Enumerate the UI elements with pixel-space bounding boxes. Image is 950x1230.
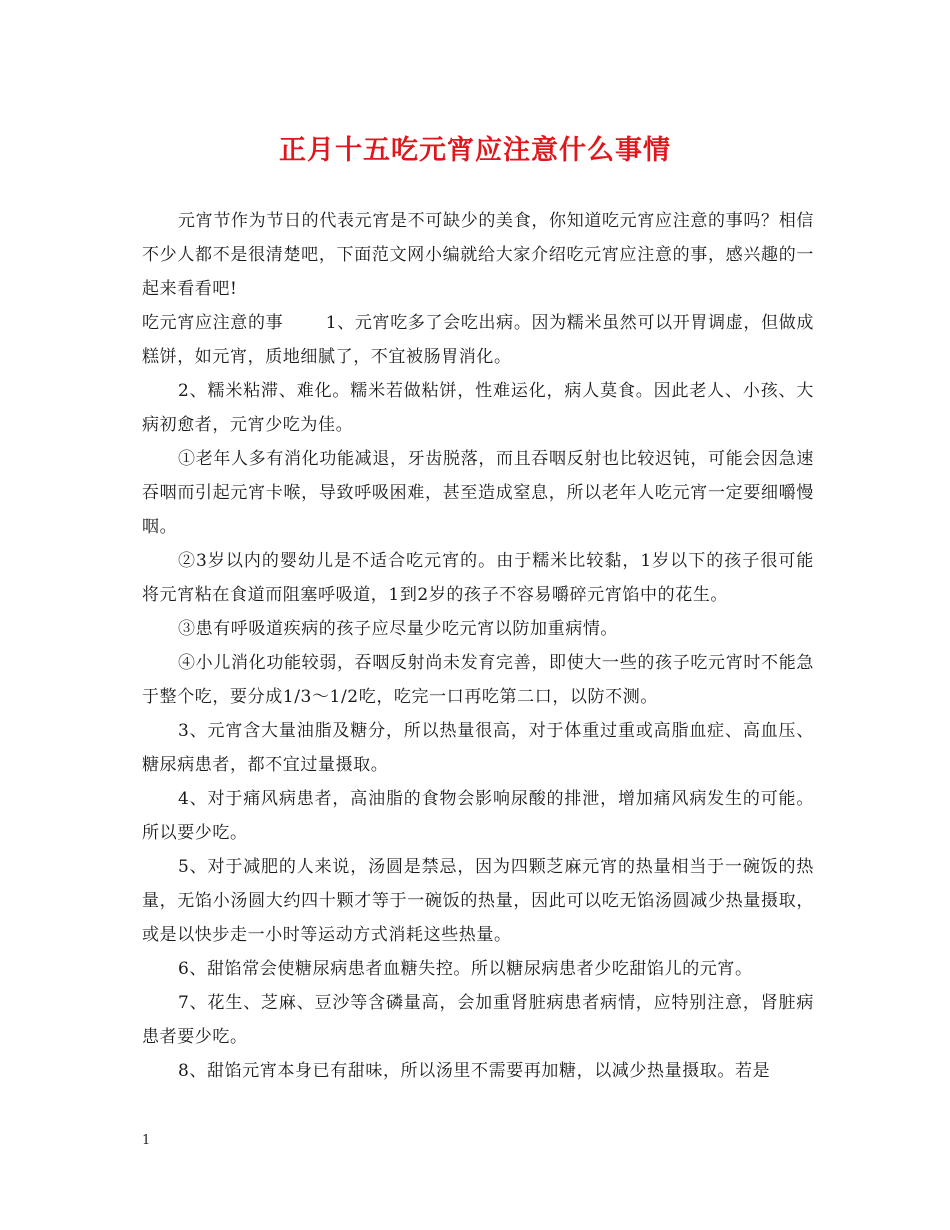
document-body [142,204,814,1088]
paragraph-8: 8、甜馅元宵本身已有甜味，所以汤里不需要再加糖，以减少热量摄取。若是 [178,1061,771,1081]
paragraph-2b: ②3岁以内的婴幼儿是不适合吃元宵的。由于糯米比较黏，1岁以下的孩子很可能将元宵粘在食道而阻塞呼吸道，1到2岁的孩子不容易嚼碎元宵馅中的花生。 [142,551,814,605]
paragraph-2d: ④小儿消化功能较弱，吞咽反射尚未发育完善，即使大一些的孩子吃元宵时不能急于整个吃，要分成1/3～1/2吃，吃完一口再吃第二口，以防不测。 [142,653,814,707]
paragraph-1 [142,306,814,374]
document-title: 正月十五吃元宵应注意什么事情 [279,135,671,166]
paragraph-intro: 元宵节作为节日的代表元宵是不可缺少的美食，你知道吃元宵应注意的事吗？相信不少人都不是很清楚吧，下面范文网小编就给大家介绍吃元宵应注意的事，感兴趣的一起来看看吧! [142,211,814,299]
paragraph-2: 2、糯米粘滞、难化。糯米若做粘饼，性难运化，病人莫食。因此老人、小孩、大病初愈者，元宵少吃为佳。 [142,381,814,435]
section-heading: 吃元宵应注意的事 [142,313,284,333]
paragraph-1-text: 1、元宵吃多了会吃出病。因为糯米虽然可以开胃调虚，但做成糕饼，如元宵，质地细腻了，不宜被肠胃消化。 [142,313,814,367]
paragraph-5: 5、对于减肥的人来说，汤圆是禁忌，因为四颗芝麻元宵的热量相当于一碗饭的热量，无馅小汤圆大约四十颗才等于一碗饭的热量，因此可以吃无馅汤圆减少热量摄取，或是以快步走一小时等运动方式消耗这些热量。 [142,857,814,945]
paragraph-2c: ③患有呼吸道疾病的孩子应尽量少吃元宵以防加重病情。 [178,619,618,639]
heading-gap [283,313,325,333]
paragraph-7: 7、花生、芝麻、豆沙等含磷量高，会加重肾脏病患者病情，应特别注意，肾脏病患者要少吃。 [142,993,814,1047]
page-number: 1 [142,1133,151,1148]
paragraph-6: 6、甜馅常会使糖尿病患者血糖失控。所以糖尿病患者少吃甜馅儿的元宵。 [178,959,753,979]
paragraph-4: 4、对于痛风病患者，高油脂的食物会影响尿酸的排泄，增加痛风病发生的可能。所以要少吃。 [142,789,814,843]
paragraph-2a: ①老年人多有消化功能减退，牙齿脱落，而且吞咽反射也比较迟钝，可能会因急速吞咽而引起元宵卡喉，导致呼吸困难，甚至造成窒息，所以老年人吃元宵一定要细嚼慢咽。 [142,449,814,537]
paragraph-3: 3、元宵含大量油脂及糖分，所以热量很高，对于体重过重或高脂血症、高血压、糖尿病患者，都不宜过量摄取。 [142,721,814,775]
